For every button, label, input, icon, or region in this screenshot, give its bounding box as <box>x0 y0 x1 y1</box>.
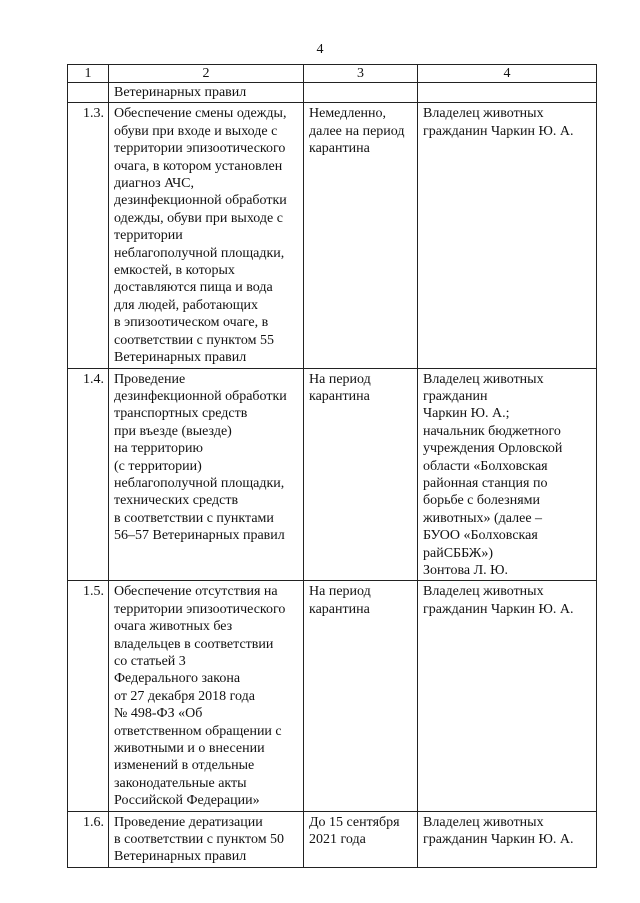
responsible-cell: Владелец животных гражданин Чаркин Ю. А. <box>418 811 597 867</box>
term-cell: На период карантина <box>304 368 418 581</box>
term-cell: На период карантина <box>304 581 418 811</box>
continuation-num-cell <box>68 83 109 103</box>
row-number: 1.4. <box>68 368 109 581</box>
table-row <box>68 103 597 368</box>
page-number: 4 <box>316 42 324 57</box>
header-cell-3: 3 <box>304 65 418 83</box>
term-cell: Немедленно, далее на период карантина <box>304 103 418 368</box>
table-row <box>68 368 597 581</box>
row-number: 1.3. <box>68 103 109 368</box>
measure-cell: Проведение дератизации в соответствии с пунктом 50 Ветеринарных правил <box>109 811 304 867</box>
continuation-row <box>68 83 597 103</box>
continuation-term-cell <box>304 83 418 103</box>
responsible-cell: Владелец животных гражданин Чаркин Ю. А.; начальник бюджетного учреждения Орловской области «Болховская районная станция по борьбе с болезнями животных» (далее – БУОО «Болховская райСББЖ») Зонтова Л. Ю. <box>418 368 597 581</box>
measure-cell: Обеспечение смены одежды, обуви при входе и выходе с территории эпизоотического очага, в котором установлен диагноз АЧС, дезинфекционной обработки одежды, обуви при выходе с территории неблагополучной площадки, емкостей, в которых доставляются пища и вода для людей, работающих в эпизоотическом очаге, в соответствии с пунктом 55 Ветеринарных правил <box>109 103 304 368</box>
row-number: 1.6. <box>68 811 109 867</box>
responsible-cell: Владелец животных гражданин Чаркин Ю. А. <box>418 581 597 811</box>
table-row <box>68 581 597 811</box>
continuation-measure-cell: Ветеринарных правил <box>109 83 304 103</box>
term-cell: До 15 сентября 2021 года <box>304 811 418 867</box>
header-cell-4: 4 <box>418 65 597 83</box>
row-number: 1.5. <box>68 581 109 811</box>
measures-table <box>67 64 597 868</box>
table-row <box>68 811 597 867</box>
measure-cell: Обеспечение отсутствия на территории эпизоотического очага животных без владельцев в соответствии со статьей 3 Федерального закона от 27 декабря 2018 года № 498-ФЗ «Об ответственном обращении с животными и о внесении изменений в отдельные законодательные акты Российской Федерации» <box>109 581 304 811</box>
header-cell-1: 1 <box>68 65 109 83</box>
measure-cell: Проведение дезинфекционной обработки транспортных средств при въезде (выезде) на территорию (с территории) неблагополучной площадки, технических средств в соответствии с пунктами 56–57 Ветеринарных правил <box>109 368 304 581</box>
header-cell-2: 2 <box>109 65 304 83</box>
table-header-row <box>68 65 597 83</box>
responsible-cell: Владелец животных гражданин Чаркин Ю. А. <box>418 103 597 368</box>
continuation-responsible-cell <box>418 83 597 103</box>
